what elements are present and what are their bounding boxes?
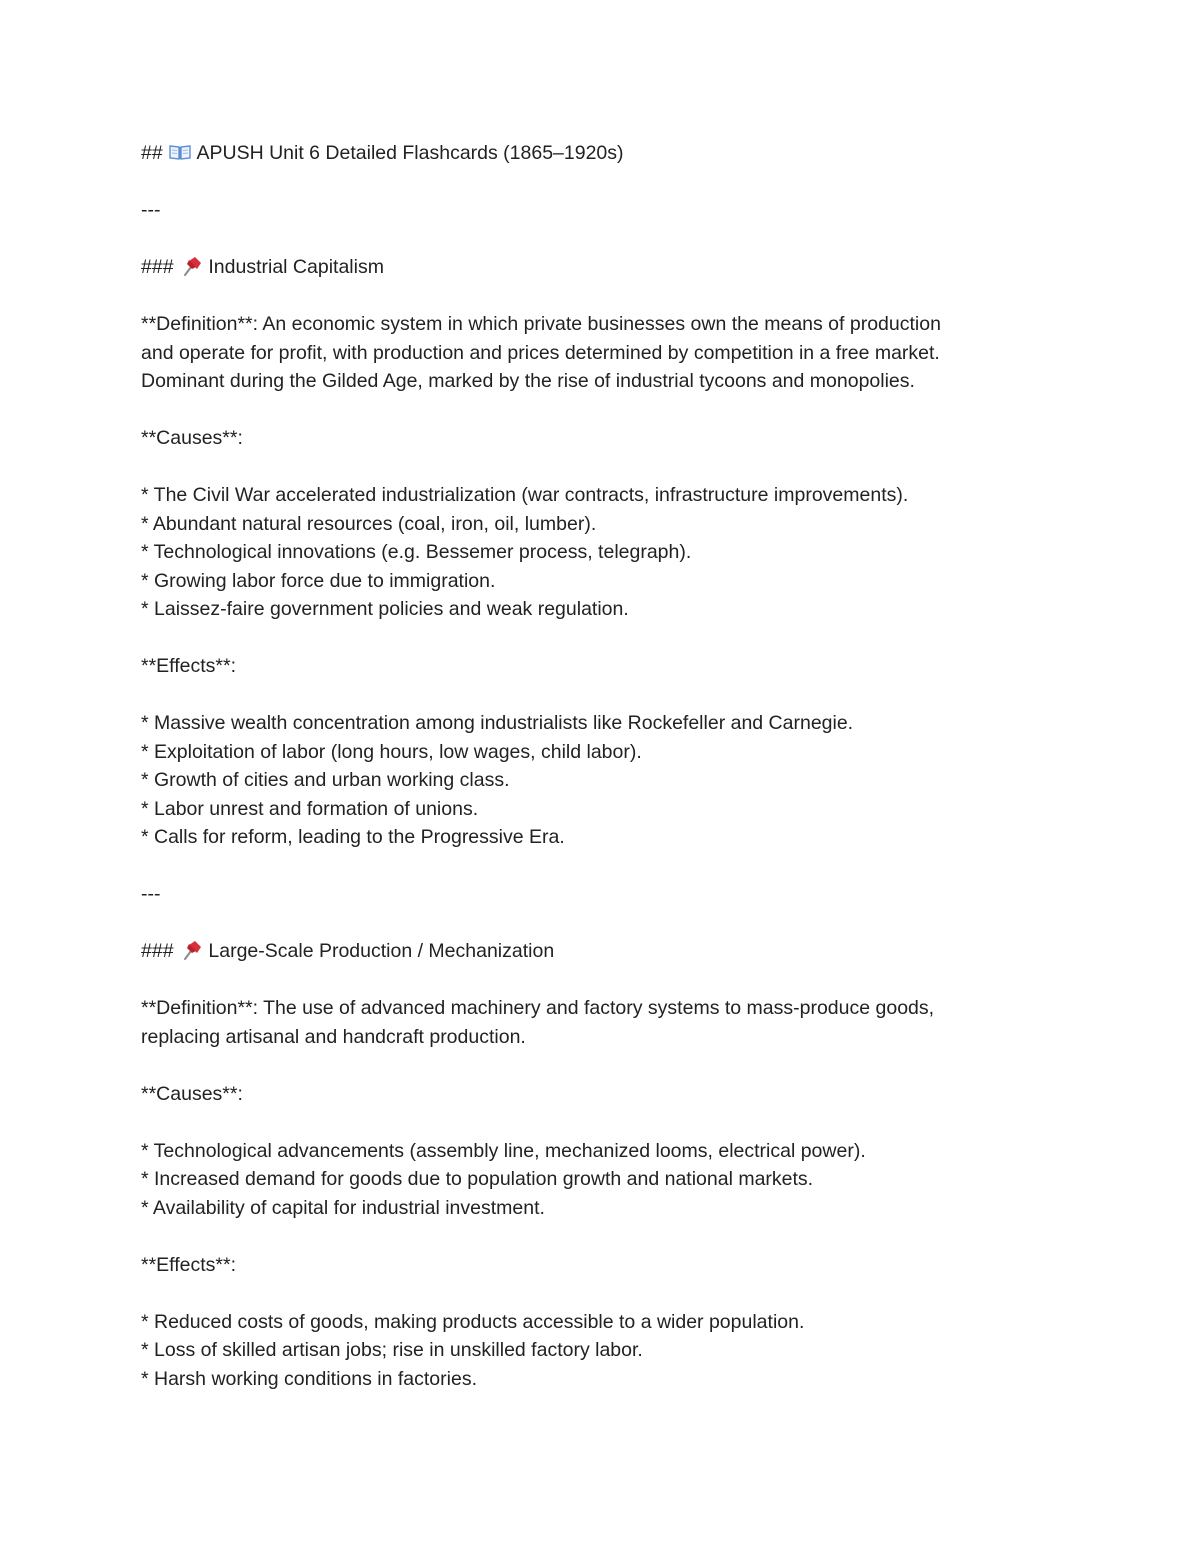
definition-line: replacing artisanal and handcraft production. xyxy=(141,1025,526,1048)
list-item: * Growth of cities and urban working class. xyxy=(141,769,510,791)
section-heading xyxy=(141,937,1061,966)
list-item: * Exploitation of labor (long hours, low wages, child labor). xyxy=(141,740,642,763)
definition-line: and operate for profit, with production and prices determined by competition in a free market. xyxy=(141,341,940,364)
document-page xyxy=(141,139,1061,1393)
list-item: * Calls for reform, leading to the Progressive Era. xyxy=(141,826,565,848)
effects-list xyxy=(141,709,1061,852)
definition-line: Dominant during the Gilded Age, marked by the rise of industrial tycoons and monopolies. xyxy=(141,370,915,392)
pushpin-icon xyxy=(179,939,203,961)
causes-list xyxy=(141,481,1061,624)
section-heading xyxy=(141,253,1061,282)
list-item: * Loss of skilled artisan jobs; rise in unskilled factory labor. xyxy=(141,1339,643,1361)
list-item: * Reduced costs of goods, making products accessible to a wider population. xyxy=(141,1310,805,1333)
heading-text: Industrial Capitalism xyxy=(208,256,384,278)
heading-prefix: ### xyxy=(141,256,174,278)
definition xyxy=(141,310,1061,396)
open-book-icon xyxy=(168,141,192,159)
list-item: * Abundant natural resources (coal, iron, oil, lumber). xyxy=(141,512,597,535)
document-title xyxy=(141,139,1061,168)
divider: --- xyxy=(141,883,161,905)
definition-line: **Definition**: An economic system in which private businesses own the means of production xyxy=(141,313,941,335)
effects-list xyxy=(141,1308,1061,1394)
section-industrial-capitalism xyxy=(141,253,1061,852)
list-item: * Massive wealth concentration among industrialists like Rockefeller and Carnegie. xyxy=(141,712,854,734)
list-item: * Growing labor force due to immigration. xyxy=(141,569,496,592)
effects-label: **Effects**: xyxy=(141,1253,237,1276)
title-text: APUSH Unit 6 Detailed Flashcards (1865–1920s) xyxy=(196,142,624,164)
list-item: * Technological advancements (assembly line, mechanized looms, electrical power). xyxy=(141,1139,866,1162)
list-item: * Increased demand for goods due to population growth and national markets. xyxy=(141,1168,814,1190)
definition-line: **Definition**: The use of advanced machinery and factory systems to mass-produce goods, xyxy=(141,997,935,1019)
causes-list xyxy=(141,1137,1061,1223)
pushpin-icon xyxy=(179,255,203,277)
list-item: * Harsh working conditions in factories. xyxy=(141,1367,477,1390)
list-item: * Availability of capital for industrial investment. xyxy=(141,1196,545,1219)
definition xyxy=(141,994,1061,1051)
list-item: * Laissez-faire government policies and weak regulation. xyxy=(141,598,629,620)
heading-text: Large-Scale Production / Mechanization xyxy=(208,940,555,962)
causes-label: **Causes**: xyxy=(141,1082,243,1105)
effects-label: **Effects**: xyxy=(141,655,237,677)
list-item: * Labor unrest and formation of unions. xyxy=(141,797,479,820)
list-item: * The Civil War accelerated industrialization (war contracts, infrastructure improvements). xyxy=(141,484,909,506)
section-large-scale-production xyxy=(141,937,1061,1393)
causes-label: **Causes**: xyxy=(141,427,243,449)
heading-prefix: ### xyxy=(141,940,174,962)
divider: --- xyxy=(141,199,161,221)
list-item: * Technological innovations (e.g. Bessemer process, telegraph). xyxy=(141,541,692,563)
title-prefix: ## xyxy=(141,142,163,164)
